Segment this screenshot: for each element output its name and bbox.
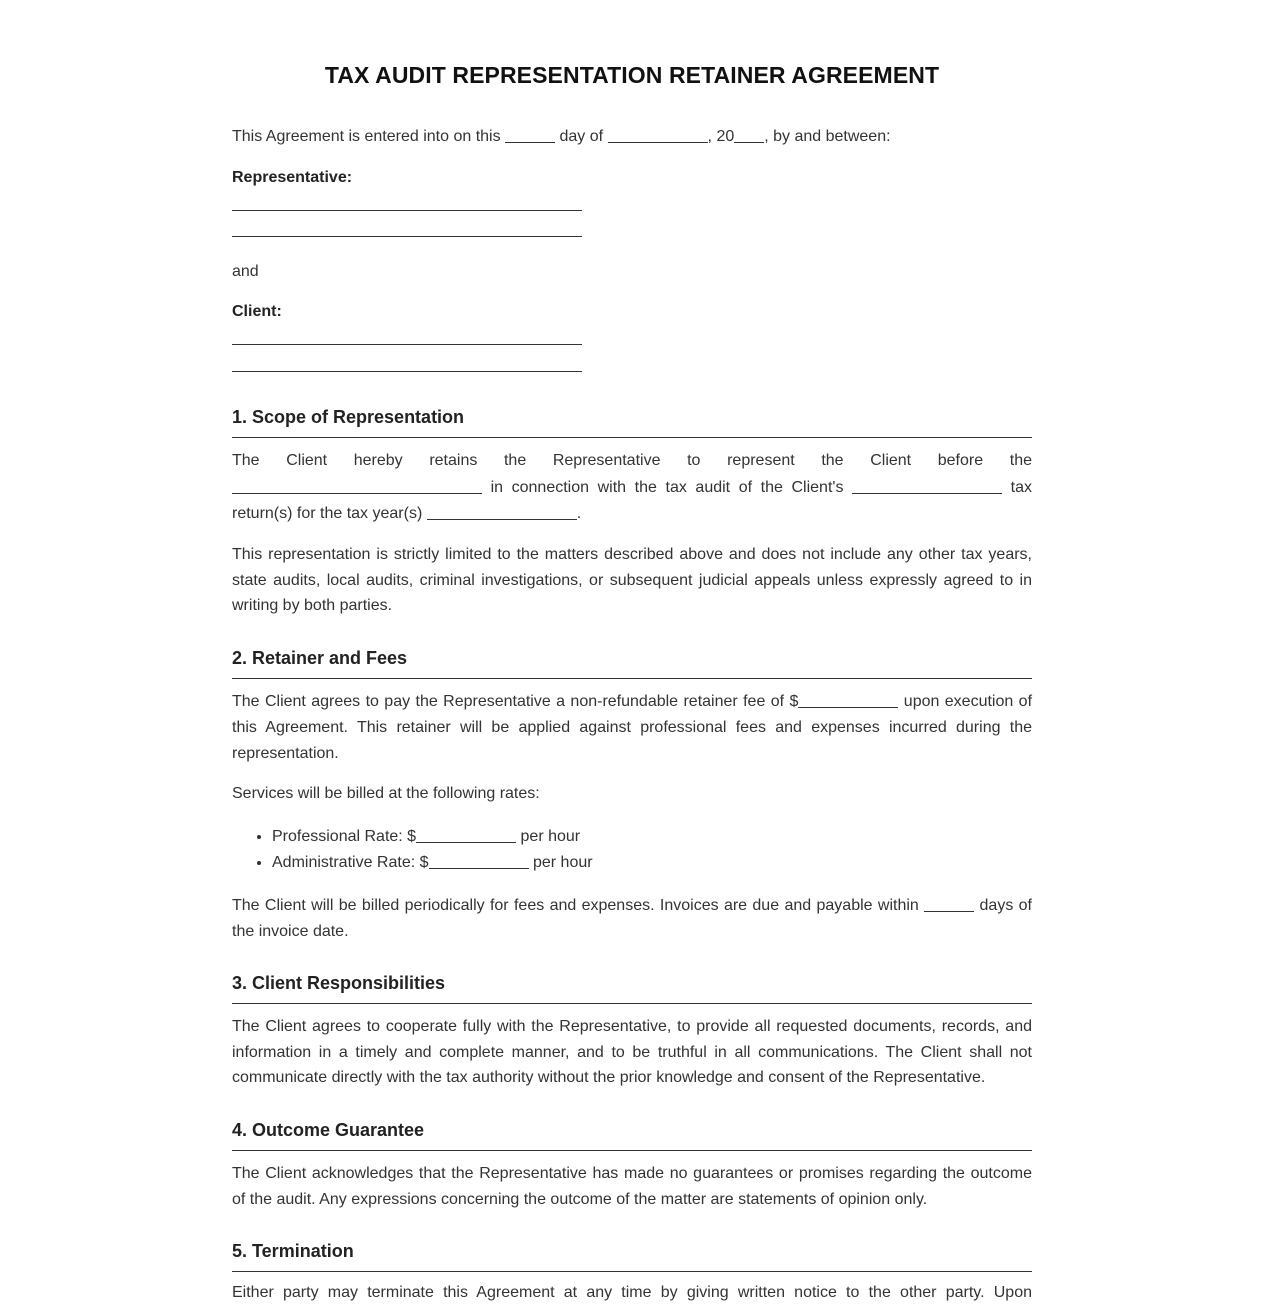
s1-line-1: The Client hereby retains the Representative to represent the Client before the [232,452,1032,469]
intro-text-3: , 20 [707,128,735,145]
s1-line-3-end: . [576,505,582,522]
and-text: and [232,263,259,280]
tax-authority-blank[interactable] [232,479,482,494]
section-1-paragraph-1 [232,448,1032,528]
section-3-heading: 3. Client Responsibilities [232,971,1032,1004]
intro-text-1: This Agreement is entered into on this [232,128,501,145]
tax-type-blank[interactable] [852,479,1002,494]
year-blank[interactable] [734,128,764,143]
tax-years-blank[interactable] [427,505,577,520]
client-label: Client: [232,303,282,320]
section-3-paragraph-1: The Client agrees to cooperate fully with the Representative, to provide all requested documents, records, and information in a timely and complete manner, and to be truthful in all communications. The Client shall not communicate directly with the tax authority without the prior knowledge and consent of the Representative. [232,1018,1032,1087]
s1-line-3 [232,501,1032,528]
intro-text-2: day of [559,128,604,145]
representative-line-2[interactable] [232,236,582,237]
section-4-paragraph-1: The Client acknowledges that the Representative has made no guarantees or promises regarding the outcome of the audit. Any expressions concerning the outcome of the matter are statements of opinion only. [232,1165,1032,1208]
list-item [272,850,593,876]
representative-label: Representative: [232,169,353,186]
section-2-paragraph-3 [232,893,1032,945]
rate-label: Administrative Rate: $ [272,854,429,871]
client-line-1[interactable] [232,344,582,345]
s2-p3-line-1 [232,893,1032,919]
section-1-heading: 1. Scope of Representation [232,405,1032,438]
s2-line-1-start: The Client agrees to pay the Representative a non-refundable retainer fee of $ [232,693,799,710]
s1-line-2 [232,475,1032,502]
s1-line-2-mid: in connection with the tax audit of the Client's [490,478,844,496]
section-5-heading: 5. Termination [232,1239,1032,1272]
rate-label: Professional Rate: $ [272,828,417,845]
intro-text-4: , by and between: [764,128,891,145]
s2-line-1 [232,689,1032,715]
s2-line-1-end: upon execution of [903,693,1033,710]
rates-list [232,824,593,876]
retainer-fee-blank[interactable] [798,693,898,708]
s2-rest: this Agreement. This retainer will be applied against professional fees and expenses incurred during the representation. [232,719,1032,762]
professional-rate-blank[interactable] [416,828,516,843]
representative-line-1[interactable] [232,210,582,211]
list-item [272,824,593,850]
day-blank[interactable] [505,128,555,143]
intro-line [232,124,891,150]
s2-p3-end: days of [979,897,1033,914]
section-2-paragraph-1 [232,689,1032,767]
month-blank[interactable] [608,128,708,143]
section-5-paragraph-1: Either party may terminate this Agreement at any time by giving written notice to the other party. Upon [232,1284,1032,1301]
rate-suffix: per hour [520,828,581,845]
document-title: TAX AUDIT REPRESENTATION RETAINER AGREEMENT [324,62,940,88]
rates-intro: Services will be billed at the following rates: [232,785,540,802]
s1-line-3-start: return(s) for the tax year(s) [232,505,423,522]
section-1-paragraph-2: This representation is strictly limited to the matters described above and does not include any other tax years, state audits, local audits, criminal investigations, or subsequent judicial appeals unless expressly agreed to in writing by both parties. [232,546,1032,615]
section-2-heading: 2. Retainer and Fees [232,646,1032,679]
s1-line-2-end: tax [1010,478,1032,496]
s2-p3-start: The Client will be billed periodically for fees and expenses. Invoices are due and payable within [232,897,919,914]
rate-suffix: per hour [532,854,593,871]
administrative-rate-blank[interactable] [429,854,529,869]
payment-days-blank[interactable] [924,897,974,912]
section-4-heading: 4. Outcome Guarantee [232,1118,1032,1151]
client-line-2[interactable] [232,371,582,372]
s2-p3-line-2: the invoice date. [232,923,349,940]
